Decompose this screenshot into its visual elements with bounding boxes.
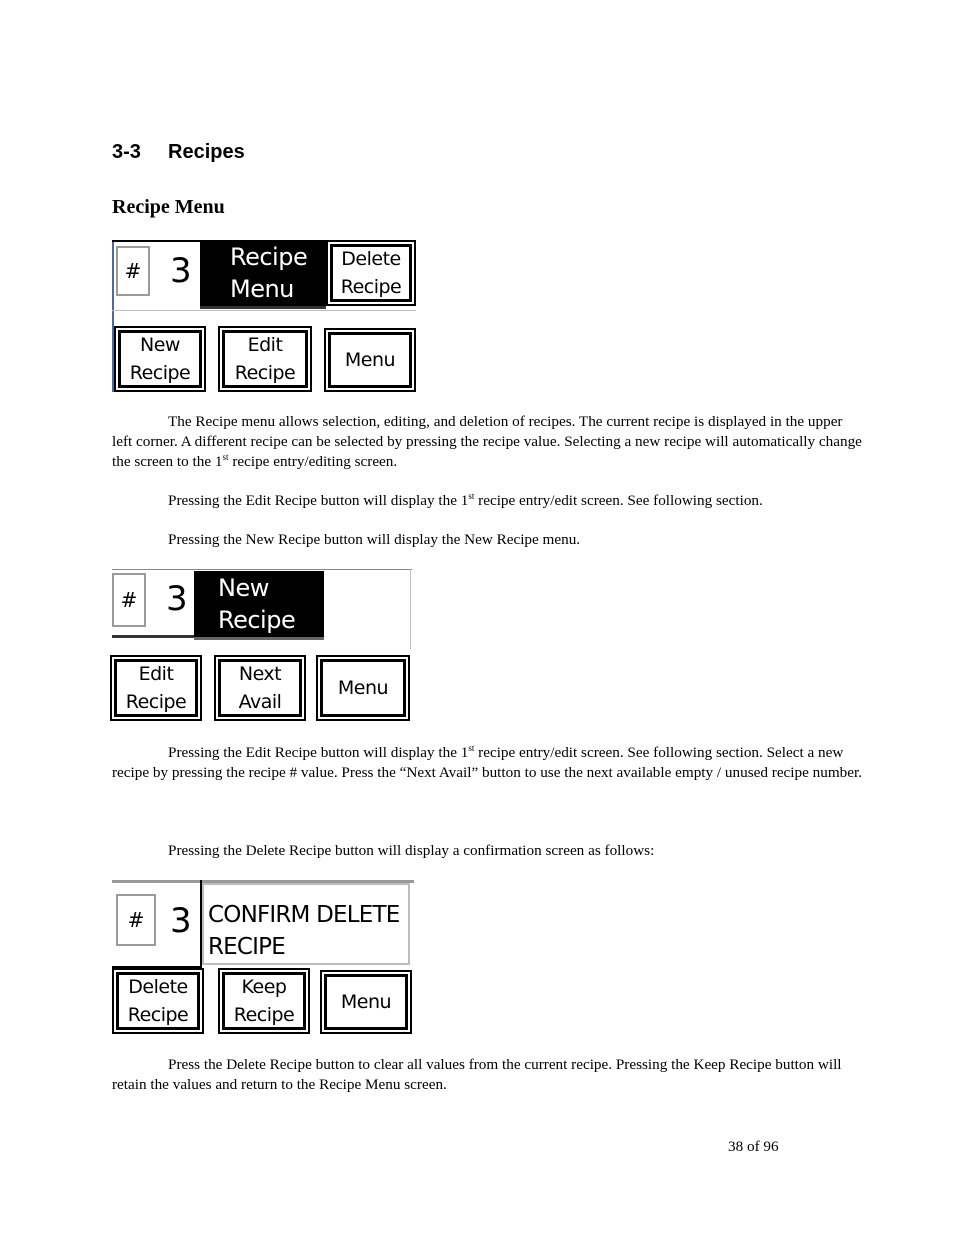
screen-right-edge bbox=[410, 569, 411, 649]
keep-recipe-description: Press the Delete Recipe button to clear all values from the current recipe. Pressing the Keep Recipe button will retain the values and return to the Recipe Menu screen. bbox=[112, 1056, 842, 1093]
menu-label: Menu bbox=[344, 349, 396, 371]
next-line1: Next bbox=[238, 663, 282, 685]
recipe-number-value[interactable]: 3 bbox=[170, 901, 192, 941]
screen-divider bbox=[112, 310, 416, 311]
section-number: 3-3 bbox=[112, 141, 141, 163]
para2-text-end: recipe entry/edit screen. See following section. bbox=[474, 492, 763, 509]
delete-recipe-description: Pressing the Delete Recipe button will display a confirmation screen as follows: bbox=[168, 842, 655, 859]
confirm-delete-screen bbox=[112, 880, 414, 1034]
menu-button[interactable] bbox=[320, 659, 406, 717]
confirm-message-box bbox=[202, 883, 410, 965]
keep-line2: Recipe bbox=[233, 1004, 295, 1026]
page-number: 38 of 96 bbox=[728, 1138, 779, 1155]
keep-line1: Keep bbox=[241, 976, 287, 998]
next-avail-button[interactable] bbox=[218, 659, 302, 717]
recipe-hash-label: # bbox=[116, 246, 150, 296]
para4-sup: st bbox=[468, 743, 475, 753]
para2-sup: st bbox=[468, 491, 475, 501]
menu-button[interactable] bbox=[324, 974, 408, 1030]
edit-line1: Edit bbox=[247, 334, 283, 356]
delete-recipe-button[interactable] bbox=[116, 972, 200, 1030]
number-underline bbox=[112, 635, 194, 638]
new-recipe-description: Pressing the New Recipe button will display the New Recipe menu. bbox=[168, 531, 581, 548]
screen-top-edge bbox=[112, 569, 412, 570]
recipe-menu-description bbox=[112, 412, 864, 472]
new-recipe-title bbox=[194, 571, 324, 637]
recipe-number-value[interactable]: 3 bbox=[170, 251, 192, 291]
edit-line2: Recipe bbox=[125, 691, 187, 713]
new-recipe-button[interactable] bbox=[118, 330, 202, 388]
para1-text-end: recipe entry/editing screen. bbox=[228, 453, 398, 470]
section-heading bbox=[112, 141, 245, 164]
recipe-menu-screen bbox=[112, 240, 416, 392]
delete-line1: Delete bbox=[341, 248, 401, 270]
recipe-hash-label: # bbox=[116, 894, 156, 946]
new-line1: New bbox=[140, 334, 180, 356]
screen-left-edge bbox=[112, 240, 114, 392]
edit-recipe-button[interactable] bbox=[222, 330, 308, 388]
title-underline bbox=[194, 637, 324, 640]
recipe-menu-title bbox=[200, 240, 326, 306]
title-line1: Recipe bbox=[230, 243, 308, 271]
new-line2: Recipe bbox=[129, 362, 191, 384]
menu-label: Menu bbox=[340, 991, 392, 1013]
new-recipe-screen bbox=[112, 569, 412, 721]
delete-line2: Recipe bbox=[340, 276, 402, 298]
menu-button[interactable] bbox=[328, 332, 412, 388]
delete-line1: Delete bbox=[128, 976, 188, 998]
keep-recipe-button[interactable] bbox=[222, 972, 306, 1030]
delete-recipe-button[interactable] bbox=[330, 244, 412, 302]
delete-line2: Recipe bbox=[127, 1004, 189, 1026]
title-underline bbox=[200, 306, 326, 309]
section-title: Recipes bbox=[168, 141, 245, 163]
edit-recipe-description bbox=[112, 491, 864, 511]
para4-text-end: recipe entry/edit screen. See following section. Select a new recipe by pressing the recipe # value. Press the “Next Avail” button to use the next available empty / unused recipe number. bbox=[112, 744, 862, 781]
menu-label: Menu bbox=[337, 677, 389, 699]
title-line1: New bbox=[218, 574, 269, 602]
next-line2: Avail bbox=[238, 691, 282, 713]
title-line2: Recipe bbox=[218, 606, 296, 634]
new-recipe-edit-description bbox=[112, 743, 864, 783]
number-underline bbox=[112, 966, 202, 968]
edit-line1: Edit bbox=[138, 663, 174, 685]
edit-recipe-button[interactable] bbox=[114, 659, 198, 717]
title-line2: Menu bbox=[230, 275, 294, 303]
para1-text: The Recipe menu allows selection, editing, and deletion of recipes. The current recipe is displayed in the upper left corner. A different recipe can be selected by pressing the recipe value. Selecting a new recipe will automatically change the screen to the 1 bbox=[112, 413, 862, 470]
recipe-number-value[interactable]: 3 bbox=[166, 579, 188, 619]
para2-text: Pressing the Edit Recipe button will display the 1 bbox=[168, 492, 469, 509]
recipe-menu-heading: Recipe Menu bbox=[112, 196, 225, 218]
confirm-line1: CONFIRM DELETE bbox=[208, 902, 400, 928]
screen-top-edge bbox=[112, 240, 200, 242]
edit-line2: Recipe bbox=[234, 362, 296, 384]
para1-sup: st bbox=[222, 452, 229, 462]
confirm-line2: RECIPE bbox=[208, 934, 285, 960]
para4-text: Pressing the Edit Recipe button will display the 1 bbox=[168, 744, 469, 761]
recipe-hash-label: # bbox=[112, 573, 146, 627]
